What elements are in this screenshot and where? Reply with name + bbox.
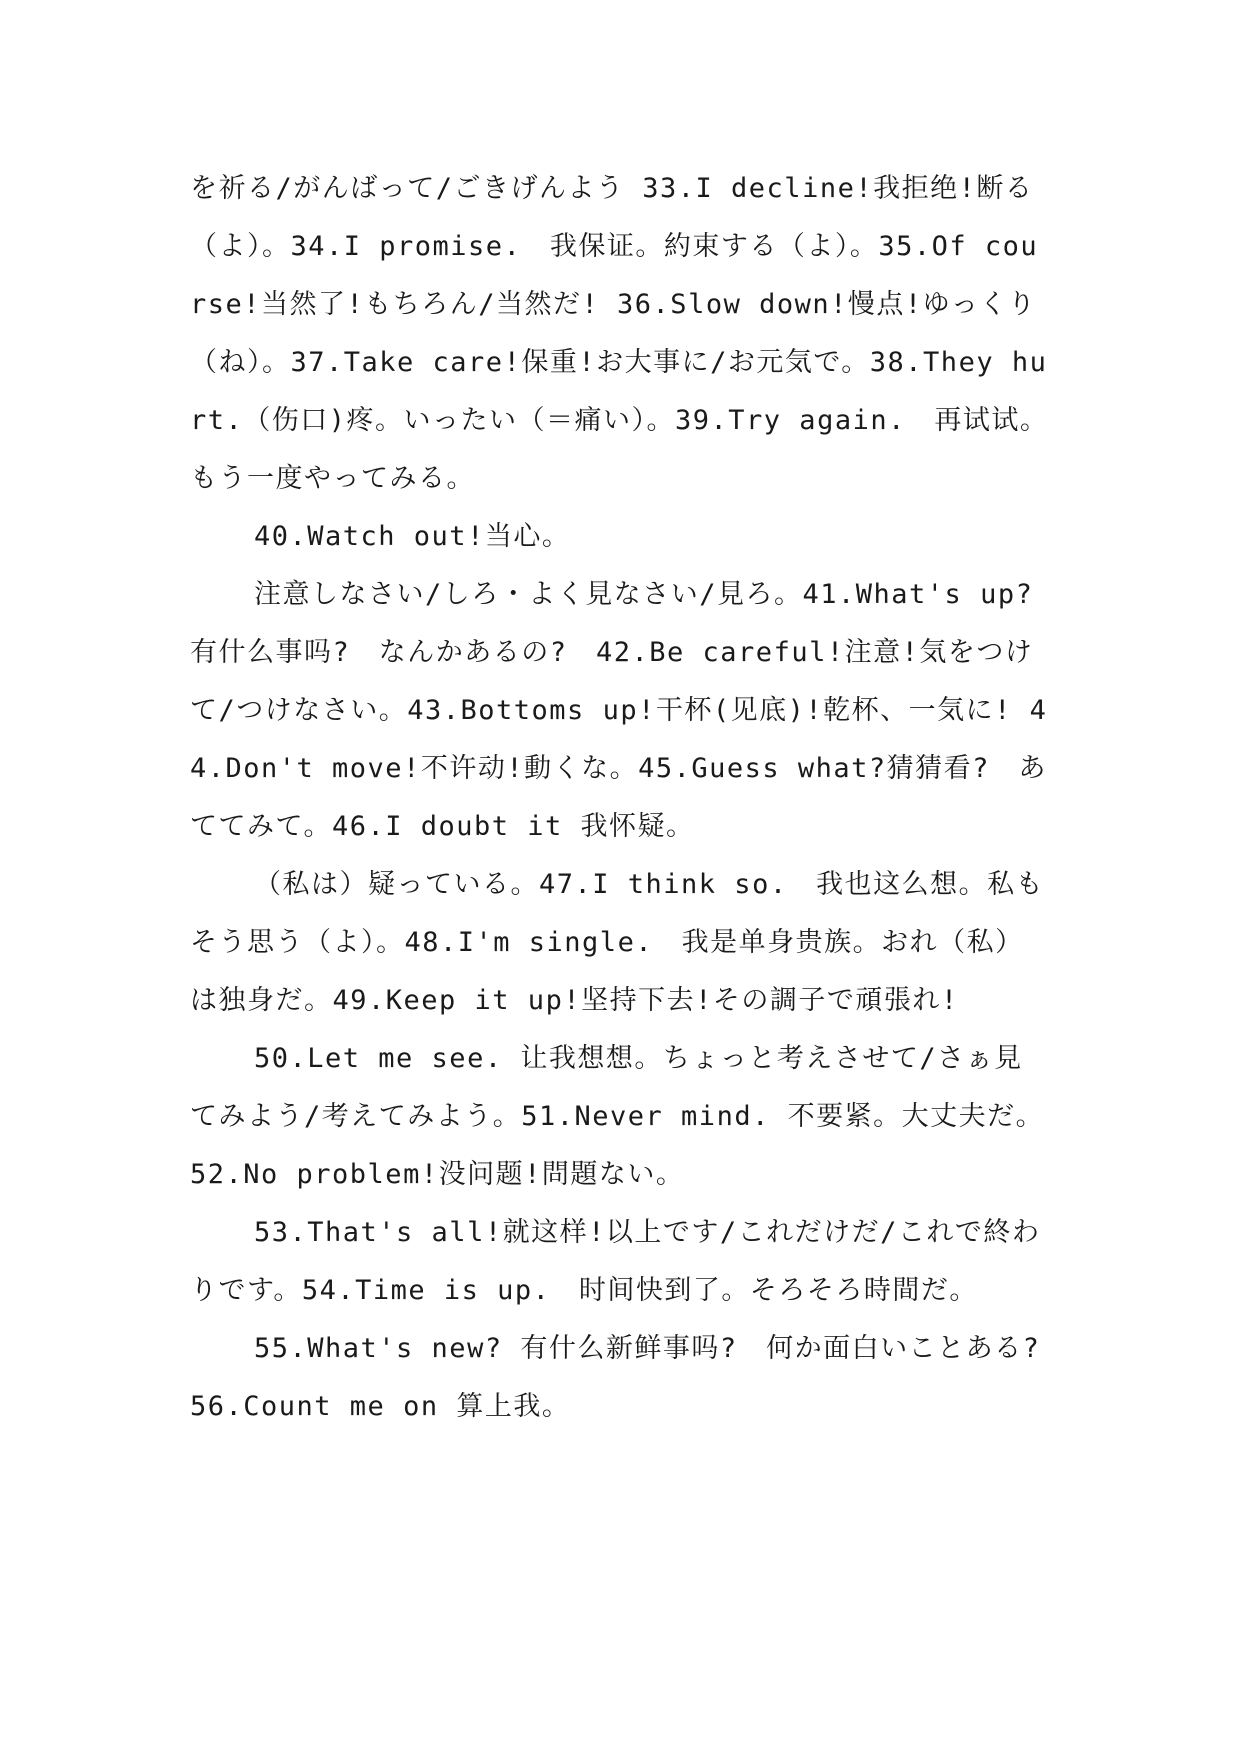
paragraph-7: 55.What's new? 有什么新鲜事吗? 何か面白いことある? 56.Count me on 算上我。 bbox=[190, 1333, 1069, 1422]
paragraph-6: 53.That's all!就这样!以上です/これだけだ/これで終わりです。54.Time is up. 时间快到了。そろそろ時間だ。 bbox=[190, 1217, 1041, 1306]
paragraph-3: 注意しなさい/しろ・よく見なさい/見ろ。41.What's up? 有什么事吗? なんかあるの? 42.Be careful!注意!気をつけて/つけなさい。43.Bottoms up!干杯(见底)!乾杯、一気に! 44.Don't move!不许动!動くな。45.Guess what?猜猜看? あててみて。46.I doubt it 我怀疑。 bbox=[190, 579, 1048, 842]
paragraph-4: （私は）疑っている。47.I think so. 我也这么想。私もそう思う（よ）。48.I'm single. 我是单身贵族。おれ（私）は独身だ。49.Keep it up!坚持下去!その調子で頑張れ! bbox=[190, 869, 1045, 1016]
paragraph-2: 40.Watch out!当心。 bbox=[254, 521, 571, 552]
paragraph-1: を祈る/がんばって/ごきげんよう 33.I decline!我拒绝!断る（よ）。34.I promise. 我保证。約束する（よ）。35.Of course!当然了!もちろん/当然だ! 36.Slow down!慢点!ゆっくり（ね）。37.Take care!保重!お大事に/お元気で。38.They hurt.（伤口)疼。いったい（＝痛い）。39.Try again. 再试试。もう一度やってみる。 bbox=[190, 173, 1049, 494]
paragraph-5: 50.Let me see. 让我想想。ちょっと考えさせて/さぁ見てみよう/考えてみよう。51.Never mind. 不要紧。大丈夫だ。52.No problem!没问题!問題ない。 bbox=[190, 1043, 1045, 1190]
document-body bbox=[190, 160, 1069, 1436]
